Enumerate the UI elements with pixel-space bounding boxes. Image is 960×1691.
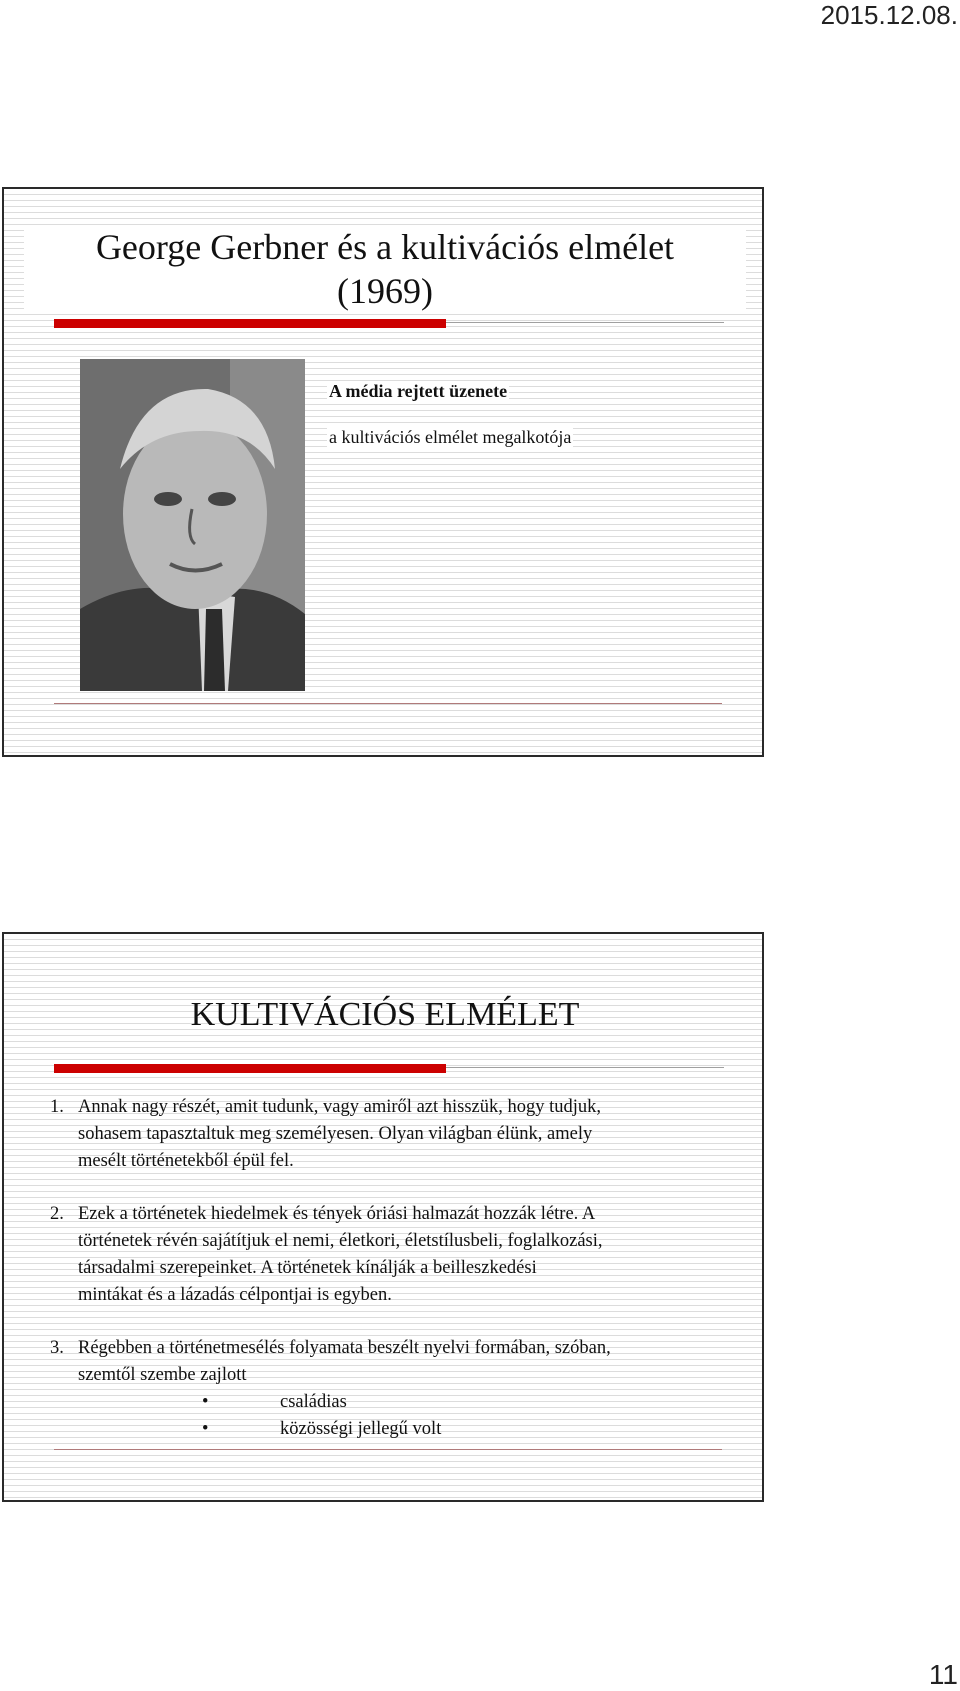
bullet-icon: • bbox=[202, 1392, 209, 1412]
slide-1 bbox=[2, 187, 764, 757]
bullet-item: • közösségi jellegű volt bbox=[50, 1416, 750, 1443]
bottom-rule bbox=[54, 703, 722, 704]
bullet-icon: • bbox=[202, 1419, 209, 1439]
title-underline-bar bbox=[54, 319, 724, 329]
slide-1-title: George Gerbner és a kultivációs elmélet (1969) bbox=[24, 225, 746, 313]
title-underline-bar bbox=[54, 1064, 724, 1074]
slide-2-title: KULTIVÁCIÓS ELMÉLET bbox=[190, 996, 580, 1033]
paragraph-3: 3. Régebben a történetmesélés folyamata beszélt nyelvi formában, szóban, szemtől szembe zajlott • családias • közösségi jellegű volt bbox=[50, 1335, 750, 1443]
slide-1-subtitle: A média rejtett üzenete bbox=[329, 381, 508, 401]
page-date: 2015.12.08. bbox=[820, 0, 958, 30]
page-number: 11 bbox=[928, 1659, 958, 1690]
portrait-photo bbox=[80, 359, 305, 691]
bullet-item: • családias bbox=[50, 1389, 750, 1416]
paragraph-1: 1. Annak nagy részét, amit tudunk, vagy amiről azt hisszük, hogy tudjuk, sohasem tapasztaltuk meg személyesen. Olyan világban élünk, amely mesélt történetekből épül fel. bbox=[50, 1097, 602, 1171]
slide-2 bbox=[2, 932, 764, 1502]
bottom-rule bbox=[54, 1449, 722, 1450]
paragraph-2: 2. Ezek a történetek hiedelmek és tények óriási halmazát hozzák létre. A történetek révén sajátítjuk el nemi, életkori, életstílusbeli, foglalkozási, társadalmi szerepeinket. A történetek kínálják a beilleszkedési mintákat és a lázadás célpontjai is egyben. bbox=[50, 1204, 603, 1305]
slide-2-body bbox=[50, 1094, 750, 1469]
slide-1-text: a kultivációs elmélet megalkotója bbox=[329, 427, 572, 447]
